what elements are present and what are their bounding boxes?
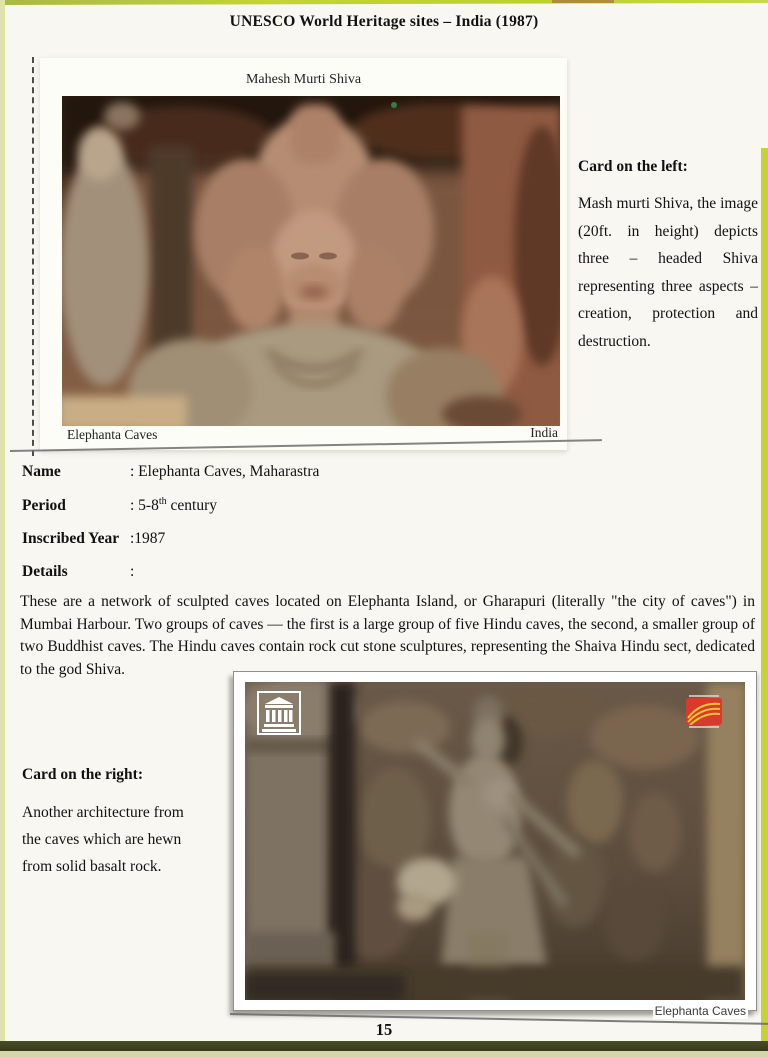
card-on-right-note bbox=[22, 766, 200, 880]
page-edge-left bbox=[0, 0, 5, 1057]
page-number: 15 bbox=[375, 1020, 393, 1039]
detail-row-inscribed-year bbox=[22, 530, 165, 548]
detail-value: : Elephanta Caves, Maharastra bbox=[130, 463, 320, 480]
page-edge-bottom-sub bbox=[0, 1051, 768, 1057]
postcard-back-site-label: Elephanta Caves bbox=[654, 1004, 746, 1018]
postcard-back bbox=[233, 671, 757, 1018]
detail-row-period bbox=[22, 496, 217, 515]
page-edge-top bbox=[0, 0, 768, 5]
post-logo-text-top bbox=[689, 695, 719, 697]
site-description: These are a network of sculpted caves located on Elephanta Island, or Gharapuri (literally "the city of caves") in Mumbai Harbour. Two groups of caves — the first is a large group of five Hindu caves, the second, a smaller group of two Buddhist caves. The Hindu caves contain rock cut stone sculptures, representing the Shaiva Hindu sect, dedicated to the god Shiva. bbox=[20, 593, 755, 678]
postcard-site-label: Elephanta Caves bbox=[67, 427, 158, 442]
detail-label: Details bbox=[22, 563, 68, 580]
detail-label: Inscribed Year bbox=[22, 530, 120, 547]
postcard-country-label: India bbox=[530, 425, 558, 440]
page-edge-bottom bbox=[0, 1041, 768, 1051]
detail-label: Name bbox=[22, 463, 61, 480]
note-heading: Card on the right: bbox=[22, 766, 143, 783]
card-on-left-note bbox=[578, 158, 758, 355]
trimurti-photo-art bbox=[62, 96, 560, 426]
note-body: Another architecture from the caves which are hewn from solid basalt rock. bbox=[22, 804, 184, 875]
detail-value: :1987 bbox=[130, 530, 166, 547]
postcard-front bbox=[40, 58, 567, 450]
post-logo-text-bottom bbox=[689, 726, 719, 728]
detail-value: : 5-8th century bbox=[130, 496, 217, 515]
post-logo-red-box bbox=[686, 698, 722, 725]
detail-value: : bbox=[130, 563, 135, 580]
trimurti-photo bbox=[62, 96, 560, 426]
note-heading: Card on the left: bbox=[578, 158, 688, 175]
page-title: UNESCO World Heritage sites – India (1987) bbox=[229, 13, 539, 30]
india-post-logo-icon bbox=[683, 694, 725, 738]
unesco-temple-logo-icon bbox=[257, 691, 301, 735]
page-edge-right bbox=[761, 148, 768, 1050]
postcard-caption: Mahesh Murti Shiva bbox=[245, 72, 362, 87]
relief-photo-art bbox=[245, 682, 745, 1000]
pocket-dashed-line bbox=[32, 57, 34, 456]
detail-row-details bbox=[22, 563, 134, 581]
scan-smudge bbox=[552, 0, 614, 3]
note-body: Mash murti Shiva, the image (20ft. in height) depicts three – headed Shiva representing three aspects – creation, protection and destruction. bbox=[578, 195, 758, 350]
detail-label: Period bbox=[22, 497, 66, 515]
detail-row-name bbox=[22, 463, 319, 481]
relief-photo bbox=[245, 682, 745, 1000]
